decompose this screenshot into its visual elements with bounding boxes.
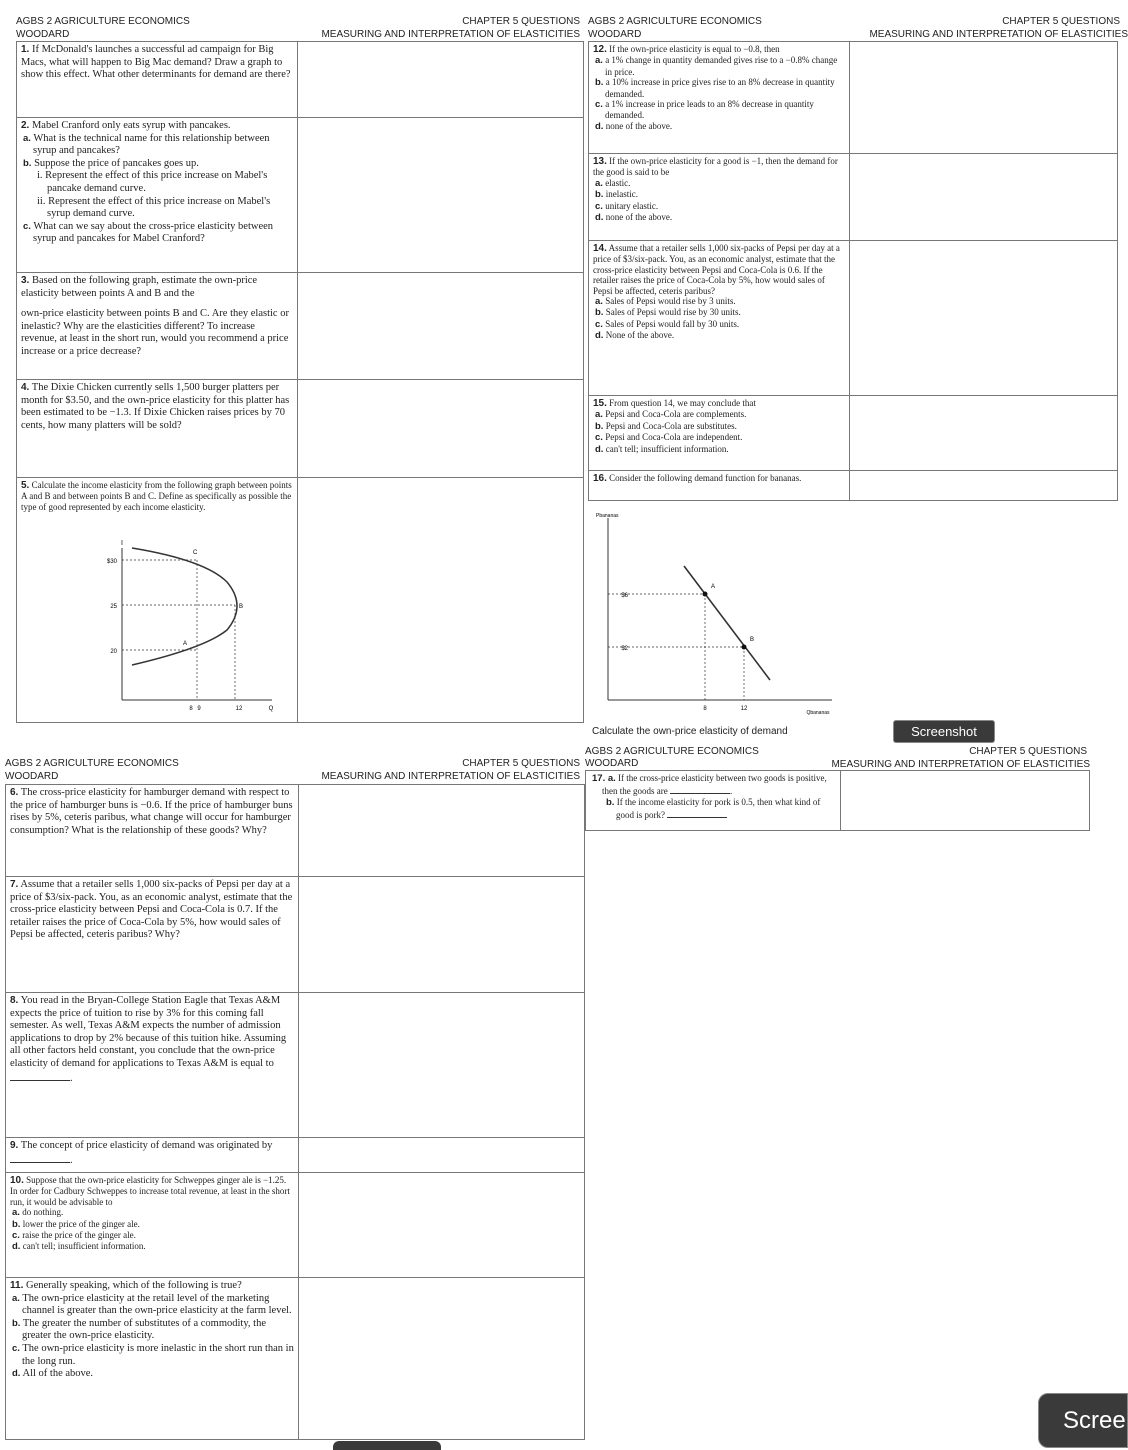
banana-x-tick-12: 12 xyxy=(740,706,748,712)
page-1-header-right-top: CHAPTER 5 QUESTIONS xyxy=(462,16,580,27)
page-3-question-table xyxy=(5,784,585,1440)
answer-cell-7[interactable] xyxy=(299,877,585,993)
page-1-question-table xyxy=(16,41,584,723)
answer-cell-10[interactable] xyxy=(299,1173,585,1278)
question-16: 16. Consider the following demand function for bananas. xyxy=(593,473,802,484)
income-point-label-b: B xyxy=(239,604,244,610)
answer-cell-3[interactable] xyxy=(298,273,584,380)
banana-point-label-b: B xyxy=(750,637,755,643)
question-5: 5. Calculate the income elasticity from the following graph between points A and B and between points B and C. Define as specifically as possible the type of good represented by each income elasticity. xyxy=(21,480,292,512)
banana-point-label-a: A xyxy=(711,584,716,590)
page-2 xyxy=(588,0,1128,745)
answer-cell-8[interactable] xyxy=(299,993,585,1138)
question-9: 9. The concept of price elasticity of demand was originated by . xyxy=(10,1140,273,1166)
page-4-header-left-bottom: WOODARD xyxy=(585,758,639,769)
screenshot-button[interactable]: Screenshot xyxy=(893,720,995,743)
page-4-header-right-bottom: MEASURING AND INTERPRETATION OF ELASTICITIES xyxy=(831,759,1090,770)
income-x-tick-8: 8 xyxy=(189,706,193,712)
question-17: 17. a. If the cross-price elasticity between two goods is positive, then the goods are . b. If the income elasticity for pork is 0.5, then what kind of good is pork? xyxy=(592,773,827,821)
question-6: 6. The cross-price elasticity for hamburger demand with respect to the price of hamburger buns is −0.6. If the price of hamburger buns rises by 5%, ceteris paribus, what change will occur for hamburger consumption? What is the relationship of these goods? Why? xyxy=(10,787,293,836)
answer-cell-5[interactable] xyxy=(298,478,584,723)
page-3-header-left-top: AGBS 2 AGRICULTURE ECONOMICS xyxy=(5,758,179,769)
question-13: 13. If the own-price elasticity for a good is −1, then the demand for the good is said to be a. elastic. b. inelastic. c. unitary elastic. d. none of the above. xyxy=(593,156,838,224)
question-10: 10. Suppose that the own-price elasticity for Schweppes ginger ale is −1.25. In order for Cadbury Schweppes to increase total revenue, at least in the short run, it would be advisable to a. do nothing. b. lower the price of the ginger ale. c. raise the price of the ginger ale. d. can't tell; insufficient information. xyxy=(10,1175,290,1253)
page-4-header-left-top: AGBS 2 AGRICULTURE ECONOMICS xyxy=(585,746,759,757)
answer-cell-6[interactable] xyxy=(299,785,585,877)
page-2-header-right-bottom: MEASURING AND INTERPRETATION OF ELASTICITIES xyxy=(869,29,1128,40)
answer-cell-15[interactable] xyxy=(850,396,1118,471)
banana-demand-line xyxy=(684,566,770,680)
page-2-header-left-top: AGBS 2 AGRICULTURE ECONOMICS xyxy=(588,16,762,27)
question-7: 7. Assume that a retailer sells 1,000 six-packs of Pepsi per day at a price of $3/six-pack. You, as an economic analyst, estimate that the cross-price elasticity between Pepsi and Coca-Cola is 0.7. If the retailer raises the price of Coca-Cola by 5%, how would sales of Pepsi be affected, ceteris paribus? Why? xyxy=(10,879,293,941)
answer-blank-9[interactable] xyxy=(10,1153,70,1163)
income-engel-curve xyxy=(132,548,237,665)
answer-cell-14[interactable] xyxy=(850,241,1118,396)
page-1-header-left-bottom: WOODARD xyxy=(16,29,70,40)
banana-question-caption: Calculate the own-price elasticity of demand xyxy=(592,726,788,737)
answer-cell-17[interactable] xyxy=(841,771,1090,831)
answer-cell-1[interactable] xyxy=(298,42,584,118)
answer-cell-12[interactable] xyxy=(850,42,1118,154)
banana-point-b xyxy=(742,645,747,650)
answer-cell-2[interactable] xyxy=(298,118,584,273)
question-14: 14. Assume that a retailer sells 1,000 six-packs of Pepsi per day at a price of $3/six-pack. You, as an economic analyst, estimate that the cross-price elasticity between Pepsi and Coca-Cola is 0.6. If the retailer raises the price of Coca-Cola by 5%, how would sales of Pepsi be affected, ceteris paribus? a. Sales of Pepsi would rise by 3 units. b. Sales of Pepsi would rise by 30 units. c. Sales of Pepsi would fall by 30 units. d. None of the above. xyxy=(593,243,840,342)
banana-demand-chart xyxy=(592,508,852,718)
answer-cell-11[interactable] xyxy=(299,1278,585,1440)
page-2-header-right-top: CHAPTER 5 QUESTIONS xyxy=(1002,16,1120,27)
page-3-header-right-bottom: MEASURING AND INTERPRETATION OF ELASTICITIES xyxy=(321,771,580,782)
banana-x-tick-8: 8 xyxy=(703,706,707,712)
answer-blank-8[interactable] xyxy=(10,1071,70,1081)
income-y-tick-25: 25 xyxy=(110,604,117,610)
question-12: 12. If the own-price elasticity is equal to −0.8, then a. a 1% change in quantity demanded gives rise to a −0.8% change in price. b. a 10% increase in price gives rise to an 8% decrease in quantity demanded. c. a 1% increase in price leads to an 8% decrease in quantity demanded. d. none of the above. xyxy=(593,44,838,132)
page-3-header-right-top: CHAPTER 5 QUESTIONS xyxy=(462,758,580,769)
question-15: 15. From question 14, we may conclude that a. Pepsi and Coca-Cola are complements. b. Pepsi and Coca-Cola are substitutes. c. Pepsi and Coca-Cola are independent. d. can't tell; insufficient information. xyxy=(593,398,756,455)
question-3: 3. Based on the following graph, estimate the own-price elasticity between points A and B and the own-price elasticity between points B and C. Are they elastic or inelastic? Why are the elasticities different? To increase revenue, at least in the short run, would you recommend a price increase or a price decrease? xyxy=(21,275,289,357)
page-1 xyxy=(0,0,585,745)
income-elasticity-chart xyxy=(87,540,277,720)
page-2-question-table xyxy=(588,41,1118,501)
question-8: 8. You read in the Bryan-College Station Eagle that Texas A&M expects the price of tuition to rise by 3% for this coming fall semester. As well, Texas A&M expects the number of admission applications to drop by 2% because of this tuition hike. Assuming all other factors held constant, you conclude that the own-price elasticity of demand for applications to Texas A&M is equal to . xyxy=(10,995,287,1084)
income-x-tick-12: 12 xyxy=(235,706,243,712)
question-2: 2. Mabel Cranford only eats syrup with pancakes. a. What is the technical name for this relationship between syrup and pancakes? b. Suppose the price of pancakes goes up. i. Represent the effect of this price increase on Mabel's pancake demand curve. ii. Represent the effect of this price increase on Mabel's syrup demand curve. c. What can we say about the cross-price elasticity between syrup and pancakes for Mabel Cranford? xyxy=(21,120,274,245)
page-1-header-left-top: AGBS 2 AGRICULTURE ECONOMICS xyxy=(16,16,190,27)
banana-point-a xyxy=(703,592,708,597)
banana-y-tick-6: $6 xyxy=(621,593,628,599)
answer-cell-4[interactable] xyxy=(298,380,584,478)
page-4-header-right-top: CHAPTER 5 QUESTIONS xyxy=(969,746,1087,757)
banana-y-label: Pbananas xyxy=(596,513,619,519)
income-point-label-a: A xyxy=(183,641,188,647)
answer-blank-17b[interactable] xyxy=(667,808,727,818)
income-y-tick-30: $30 xyxy=(106,559,117,565)
bottom-scroll-tab[interactable] xyxy=(333,1441,441,1450)
answer-blank-17a[interactable] xyxy=(670,784,730,794)
banana-y-tick-2: $2 xyxy=(621,646,628,652)
page-4-question-table xyxy=(585,770,1090,831)
question-1: 1. If McDonald's launches a successful ad campaign for Big Macs, what will happen to Big Mac demand? Draw a graph to show this effect. What other determinants for demand are there? xyxy=(21,44,291,81)
income-x-tick-9: 9 xyxy=(197,706,201,712)
answer-cell-9[interactable] xyxy=(299,1138,585,1173)
page-2-header-left-bottom: WOODARD xyxy=(588,29,642,40)
screenshot-button-secondary[interactable]: Scree xyxy=(1038,1393,1128,1448)
income-y-tick-20: 20 xyxy=(110,649,117,655)
question-4: 4. The Dixie Chicken currently sells 1,500 burger platters per month for $3.50, and the own-price elasticity for this platter has been estimated to be −1.3. If Dixie Chicken raises prices by 70 cents, how many platters will be sold? xyxy=(21,382,290,431)
answer-cell-13[interactable] xyxy=(850,154,1118,241)
income-x-label: Q xyxy=(268,706,274,712)
page-3 xyxy=(0,745,585,1450)
page-1-header-right-bottom: MEASURING AND INTERPRETATION OF ELASTICITIES xyxy=(321,29,580,40)
page-4 xyxy=(585,745,1095,840)
income-y-label: I xyxy=(121,540,123,547)
page-3-header-left-bottom: WOODARD xyxy=(5,771,59,782)
question-11: 11. Generally speaking, which of the following is true? a. The own-price elasticity at the retail level of the marketing channel is greater than the own-price elasticity at the farm level. b. The greater the number of substitutes of a commodity, the greater the own-price elasticity. c. The own-price elasticity is more inelastic in the short run than in the long run. d. All of the above. xyxy=(10,1280,294,1380)
banana-x-label: Qbananas xyxy=(806,710,830,716)
income-point-label-c: C xyxy=(193,550,198,556)
answer-cell-16[interactable] xyxy=(850,471,1118,501)
